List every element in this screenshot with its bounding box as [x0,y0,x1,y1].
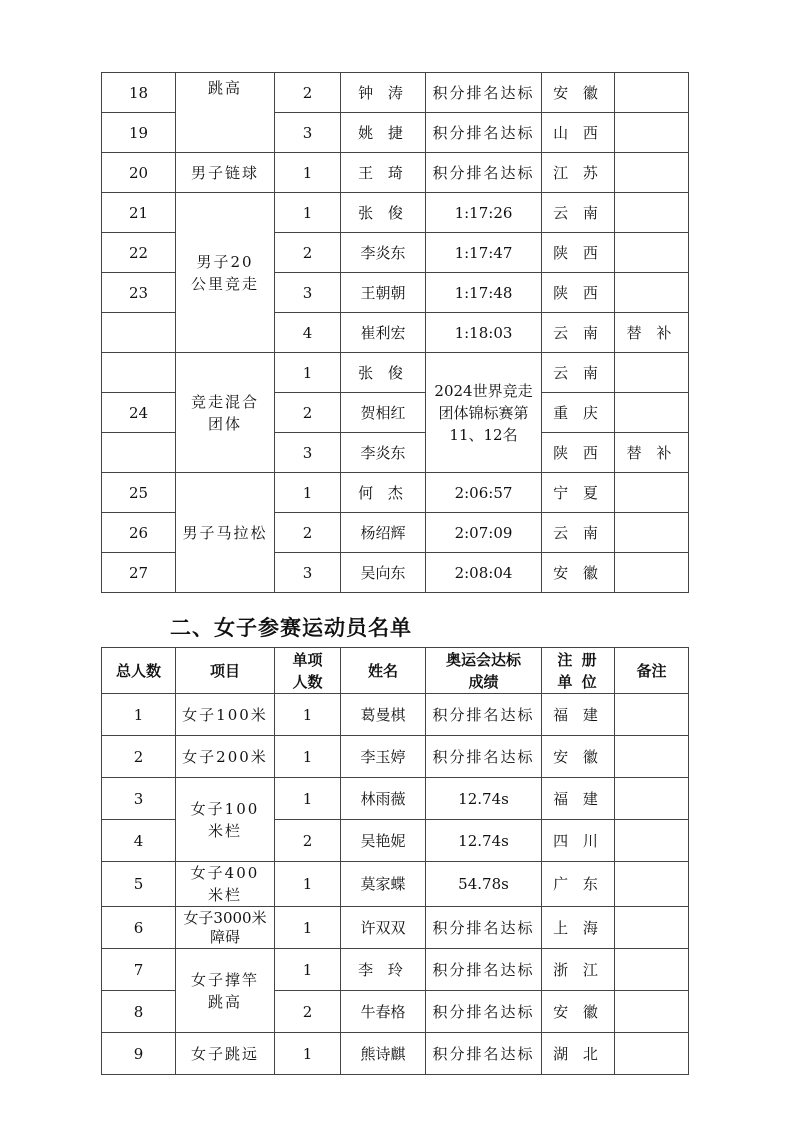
table-row [102,694,689,736]
athlete-name-cell: 吴艳妮 [341,820,426,862]
total-number-cell: 5 [102,862,176,907]
count-cell: 1 [275,694,341,736]
total-number-cell: 2 [102,736,176,778]
event-cell: 跳高 [176,73,275,153]
athlete-name-cell: 王朝朝 [341,273,426,313]
registration-unit-cell: 湖 北 [542,1033,615,1075]
table-row [102,862,689,907]
total-number-cell: 25 [102,473,176,513]
athlete-name-cell: 李 玲 [341,949,426,991]
total-number-cell: 8 [102,991,176,1033]
registration-unit-cell: 陕 西 [542,233,615,273]
standard-result-cell: 54.78s [426,862,542,907]
standard-result-cell: 积分排名达标 [426,73,542,113]
standard-result-cell: 2:08:04 [426,553,542,593]
athlete-name-cell: 钟 涛 [341,73,426,113]
note-cell [615,233,689,273]
total-number-cell: 3 [102,778,176,820]
count-cell: 1 [275,778,341,820]
athlete-name-cell: 姚 捷 [341,113,426,153]
registration-unit-cell: 宁 夏 [542,473,615,513]
total-number-cell: 20 [102,153,176,193]
note-cell [615,473,689,513]
registration-unit-cell: 福 建 [542,778,615,820]
athlete-name-cell: 李炎东 [341,233,426,273]
note-cell: 替 补 [615,313,689,353]
athlete-name-cell: 李炎东 [341,433,426,473]
registration-unit-cell: 安 徽 [542,991,615,1033]
total-number-cell: 1 [102,694,176,736]
note-cell [615,153,689,193]
standard-result-cell: 积分排名达标 [426,1033,542,1075]
standard-result-cell: 1:17:26 [426,193,542,233]
registration-unit-cell: 云 南 [542,313,615,353]
total-number-cell: 19 [102,113,176,153]
registration-unit-cell: 陕 西 [542,433,615,473]
registration-unit-cell: 安 徽 [542,73,615,113]
athlete-name-cell: 贺相红 [341,393,426,433]
registration-unit-cell: 上 海 [542,907,615,949]
table-row [102,907,689,949]
athlete-name-cell: 杨绍辉 [341,513,426,553]
standard-result-cell: 2:07:09 [426,513,542,553]
registration-unit-cell: 云 南 [542,193,615,233]
athlete-name-cell: 李玉婷 [341,736,426,778]
section-heading: 二、女子参赛运动员名单 [170,616,412,640]
total-number-cell: 26 [102,513,176,553]
event-cell: 男子20公里竞走 [176,193,275,353]
count-cell: 1 [275,862,341,907]
header-event: 项目 [176,648,275,694]
total-number-cell: 21 [102,193,176,233]
count-cell: 1 [275,193,341,233]
standard-result-cell: 2024世界竞走团体锦标赛第11、12名 [426,353,542,473]
count-cell: 1 [275,353,341,393]
standard-result-cell: 积分排名达标 [426,949,542,991]
total-number-cell: 24 [102,393,176,433]
athlete-name-cell: 牛春格 [341,991,426,1033]
athlete-name-cell: 熊诗麒 [341,1033,426,1075]
standard-result-cell: 12.74s [426,820,542,862]
note-cell [615,113,689,153]
athlete-name-cell: 王 琦 [341,153,426,193]
header-total: 总人数 [102,648,176,694]
event-cell: 男子马拉松 [176,473,275,593]
event-cell: 女子跳远 [176,1033,275,1075]
note-cell [615,778,689,820]
registration-unit-cell: 四 川 [542,820,615,862]
note-cell [615,273,689,313]
note-cell [615,353,689,393]
header-note: 备注 [615,648,689,694]
total-number-cell: 27 [102,553,176,593]
note-cell [615,73,689,113]
table-row [102,778,689,820]
standard-result-cell: 积分排名达标 [426,153,542,193]
athlete-name-cell: 葛曼棋 [341,694,426,736]
athlete-name-cell: 何 杰 [341,473,426,513]
event-cell: 竞走混合团体 [176,353,275,473]
men-athlete-table [101,72,689,593]
note-cell [615,862,689,907]
count-cell: 1 [275,153,341,193]
standard-result-cell: 1:18:03 [426,313,542,353]
count-cell: 3 [275,433,341,473]
event-cell: 女子200米 [176,736,275,778]
standard-result-cell: 2:06:57 [426,473,542,513]
note-cell [615,991,689,1033]
standard-result-cell: 积分排名达标 [426,736,542,778]
count-cell: 2 [275,393,341,433]
total-number-cell: 9 [102,1033,176,1075]
header-count: 单项人数 [275,648,341,694]
total-number-cell: 7 [102,949,176,991]
event-cell: 女子撑竿跳高 [176,949,275,1033]
count-cell: 4 [275,313,341,353]
table-row [102,353,689,393]
count-cell: 2 [275,73,341,113]
count-cell: 3 [275,113,341,153]
note-cell: 替 补 [615,433,689,473]
event-cell: 女子100米栏 [176,778,275,862]
count-cell: 1 [275,736,341,778]
event-cell: 女子3000米障碍 [176,907,275,949]
header-standard: 奥运会达标成绩 [426,648,542,694]
note-cell [615,694,689,736]
count-cell: 1 [275,1033,341,1075]
count-cell: 3 [275,273,341,313]
standard-result-cell: 1:17:47 [426,233,542,273]
table-row [102,473,689,513]
athlete-name-cell: 许双双 [341,907,426,949]
registration-unit-cell: 江 苏 [542,153,615,193]
event-cell: 男子链球 [176,153,275,193]
athlete-name-cell: 莫家蝶 [341,862,426,907]
registration-unit-cell: 浙 江 [542,949,615,991]
registration-unit-cell: 云 南 [542,353,615,393]
header-name: 姓名 [341,648,426,694]
total-number-cell [102,353,176,393]
total-number-cell [102,433,176,473]
registration-unit-cell: 广 东 [542,862,615,907]
note-cell [615,949,689,991]
registration-unit-cell: 陕 西 [542,273,615,313]
note-cell [615,820,689,862]
athlete-name-cell: 崔利宏 [341,313,426,353]
count-cell: 2 [275,513,341,553]
table-row [102,73,689,113]
registration-unit-cell: 福 建 [542,694,615,736]
header-unit: 注 册单 位 [542,648,615,694]
registration-unit-cell: 安 徽 [542,736,615,778]
count-cell: 2 [275,820,341,862]
note-cell [615,736,689,778]
count-cell: 2 [275,991,341,1033]
count-cell: 2 [275,233,341,273]
count-cell: 1 [275,473,341,513]
note-cell [615,193,689,233]
registration-unit-cell: 安 徽 [542,553,615,593]
total-number-cell: 4 [102,820,176,862]
table-row [102,736,689,778]
note-cell [615,907,689,949]
standard-result-cell: 1:17:48 [426,273,542,313]
header-row [102,648,689,694]
note-cell [615,553,689,593]
count-cell: 1 [275,907,341,949]
total-number-cell: 23 [102,273,176,313]
table-row [102,153,689,193]
count-cell: 1 [275,949,341,991]
table-row [102,1033,689,1075]
total-number-cell [102,313,176,353]
standard-result-cell: 12.74s [426,778,542,820]
athlete-name-cell: 吴向东 [341,553,426,593]
standard-result-cell: 积分排名达标 [426,907,542,949]
event-cell: 女子400米栏 [176,862,275,907]
registration-unit-cell: 云 南 [542,513,615,553]
standard-result-cell: 积分排名达标 [426,991,542,1033]
women-athlete-table [101,647,689,1075]
athlete-name-cell: 林雨薇 [341,778,426,820]
total-number-cell: 18 [102,73,176,113]
athlete-name-cell: 张 俊 [341,353,426,393]
event-cell: 女子100米 [176,694,275,736]
count-cell: 3 [275,553,341,593]
registration-unit-cell: 重 庆 [542,393,615,433]
table-row [102,949,689,991]
registration-unit-cell: 山 西 [542,113,615,153]
table-row [102,193,689,233]
standard-result-cell: 积分排名达标 [426,113,542,153]
note-cell [615,1033,689,1075]
standard-result-cell: 积分排名达标 [426,694,542,736]
total-number-cell: 6 [102,907,176,949]
total-number-cell: 22 [102,233,176,273]
note-cell [615,513,689,553]
athlete-name-cell: 张 俊 [341,193,426,233]
note-cell [615,393,689,433]
